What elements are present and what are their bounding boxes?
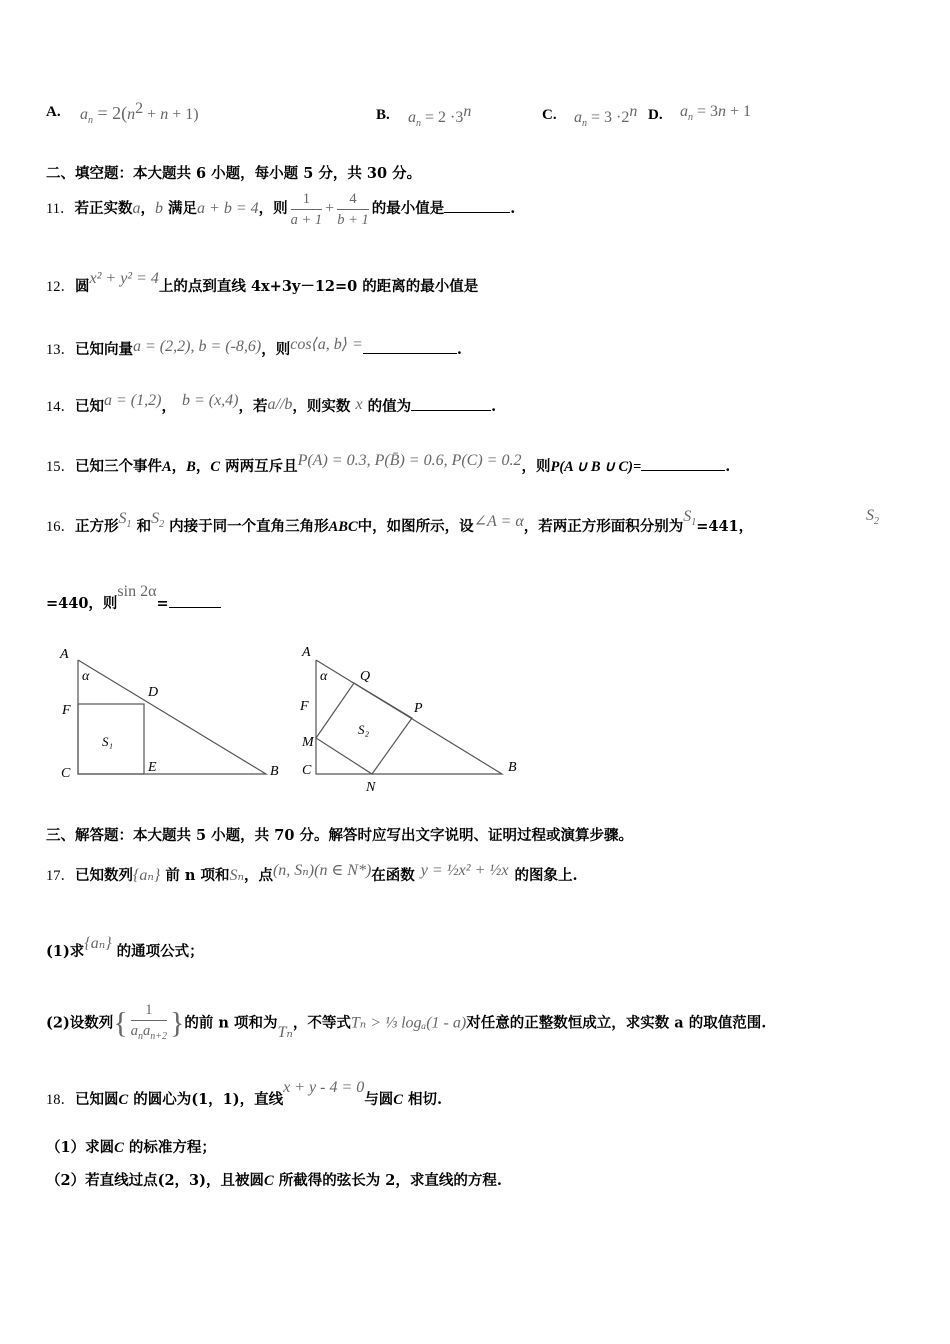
q17-point: (n, Sₙ)(n ∈ N*) [272, 862, 372, 879]
q16-text4: 中，如图所示，设 [357, 518, 474, 535]
q13-text2: ，则 [261, 341, 291, 358]
q18-text4: 相切. [408, 1091, 443, 1108]
figure-1 [56, 642, 286, 784]
q17-part1: (1)求{aₙ} 的通项公式； [46, 935, 204, 960]
q12-equation: x² + y² = 4 [89, 270, 159, 287]
q11-text4: 的最小值是 [371, 200, 445, 217]
fig1-label-b: B [270, 764, 279, 779]
option-c-formula: $a_n = 3 \cdot 2^n$ [574, 103, 638, 130]
q13-answer-blank[interactable] [363, 339, 457, 354]
fig1-label-a: A [60, 647, 69, 662]
q18-part1: （1）求圆C 的标准方程； [46, 1139, 216, 1156]
q14-text4: 的值为 [367, 398, 412, 415]
q17-sequence: {aₙ} [133, 867, 161, 884]
option-a-formula: $a_n = 2(n^2 + n + 1)$ [80, 100, 199, 127]
fig2-label-n: N [366, 780, 376, 795]
fig2-triangle [316, 660, 502, 774]
q18-p1-text2: 的标准方程； [128, 1139, 216, 1156]
q17 [46, 864, 578, 885]
option-d-formula: $a_n = 3n + 1$ [680, 103, 752, 124]
fig2-label-s2: S₂ [358, 722, 370, 737]
q18-p1-text1: （1）求圆 [46, 1139, 115, 1156]
q18-text3: 与圆 [364, 1091, 394, 1108]
q11-condition: a + b = 4 [197, 200, 259, 217]
option-b-formula: $a_n = 2 \cdot 3^n$ [408, 103, 472, 130]
q17-text2: 前 n 项和 [165, 867, 230, 884]
q11-text3: ，则 [258, 200, 288, 217]
q11-fraction-2: $\frac{4}{b + 1}$ [337, 190, 369, 228]
q15-text2: 两两互斥且 [225, 458, 298, 475]
q14-text2: ，若 [238, 398, 268, 415]
q14-number: 14． [46, 399, 75, 415]
fig1-label-d: D [148, 685, 159, 700]
q16-text3: 内接于同一个直角三角形 [169, 518, 329, 535]
section2-title: 二、填空题：本大题共 6 小题，每小题 5 分，共 30 分。 [46, 165, 422, 182]
q17-p2-text4: 对任意的正整数恒成立，求实数 a 的取值范围. [466, 1014, 767, 1032]
q16-text2: 和 [136, 518, 152, 535]
q16-text5: ，若两正方形面积分别为 [523, 518, 684, 535]
option-a-label: A. [46, 104, 61, 120]
q18-number: 18． [46, 1092, 75, 1108]
fig1-label-alpha: α [82, 669, 90, 684]
fig2-label-m: M [302, 735, 314, 750]
q16-line2: =440，则sin 2α= [46, 592, 221, 613]
q18-text1: 已知圆 [75, 1091, 119, 1108]
option-c-label: C. [542, 107, 557, 123]
q17-function: y = ½x² + ½x [420, 862, 509, 879]
q12-text1: 圆 [75, 278, 90, 295]
q17-number: 17． [46, 868, 75, 884]
fig1-label-s1: S₁ [102, 734, 114, 749]
q18-text2: 的圆心为(1，1)，直线 [133, 1091, 284, 1108]
q15-text3: ，则 [521, 458, 551, 475]
q13: 13．已知向量a = (2,2), b = (-8,6)，则cos⟨a, b⟩ = . [46, 336, 462, 358]
q17-sn: Sₙ [229, 867, 244, 884]
q10-options-row [46, 103, 61, 121]
fig2-label-c: C [302, 763, 312, 778]
q17-text3: ，点 [243, 867, 273, 884]
fig2-label-f: F [300, 699, 309, 714]
fig2-label-p: P [414, 701, 423, 716]
q18-p2-text1: （2）若直线过点(2，3)，且被圆 [46, 1172, 264, 1189]
q11-text1: 若正实数 [74, 200, 133, 217]
q18-p2-text2: 所截得的弦长为 2，求直线的方程. [278, 1172, 502, 1189]
q13-cos: cos⟨a, b⟩ = [290, 336, 363, 353]
q18: 18．已知圆C 的圆心为(1，1)，直线x + y - 4 = 0与圆C 相切. [46, 1079, 443, 1108]
q16-answer-blank[interactable] [169, 593, 221, 608]
q14-parallel: a//b [267, 396, 293, 413]
q17-p2-text2: 的前 n 项和为 [184, 1014, 278, 1032]
q14-answer-blank[interactable] [411, 396, 491, 411]
fig2-label-a: A [302, 645, 311, 660]
q14-text3: ，则实数 [292, 398, 351, 415]
q16-line1: 16．正方形$S_1$ 和$S_2$ 内接于同一个直角三角形ABC中，如图所示，设∠A = α，若两正方形面积分别为$S_1=441$， [46, 508, 754, 535]
q17-seq-fraction: $\frac{1}{a_na_{n+2}}$ [130, 1002, 167, 1042]
fig1-label-e: E [148, 760, 157, 775]
figure-2 [296, 640, 528, 800]
q11-fraction-1: $\frac{1}{a + 1}$ [290, 190, 323, 228]
fig2-label-b: B [508, 760, 517, 775]
q12-text2: 上的点到直线 4x+3y－12=0 的距离的最小值是 [158, 278, 479, 295]
q18-line-equation: x + y - 4 = 0 [283, 1079, 365, 1096]
q18-part2: （2）若直线过点(2，3)，且被圆C 所截得的弦长为 2，求直线的方程. [46, 1172, 502, 1189]
q13-vectors: a = (2,2), b = (-8,6) [133, 338, 262, 355]
q14-text1: 已知 [75, 398, 104, 415]
fig1-label-f: F [62, 703, 71, 718]
q15-answer-blank[interactable] [641, 456, 725, 471]
q14-vector-b: b = (x,4) [181, 392, 239, 409]
q13-text1: 已知向量 [75, 341, 133, 358]
q17-p2-text3: ，不等式 [292, 1014, 351, 1032]
q17-inequality: Tₙ > ⅓ logₐ(1 - a) [350, 1014, 467, 1032]
q12 [46, 270, 479, 296]
q16-text6: =441， [696, 518, 754, 535]
q12-number: 12． [46, 279, 75, 295]
q16-text1: 正方形 [75, 518, 119, 535]
option-d-label: D. [648, 107, 663, 123]
q17-p2-text1: (2)设数列 [46, 1014, 114, 1032]
fig2-label-q: Q [360, 669, 371, 684]
section3-title: 三、解答题：本大题共 5 小题，共 70 分。解答时应写出文字说明、证明过程或演算步骤。 [46, 827, 633, 844]
q17-part2: (2)设数列{ $\frac{1}{a_na_{n+2}}$ }的前 n 项和为Tₙ，不等式Tₙ > ⅓ logₐ(1 - a)对任意的正整数恒成立，求实数 a 的取值范围. [46, 1000, 766, 1047]
q17-p1-text1: (1)求 [46, 943, 85, 960]
fig1-triangle [78, 660, 266, 774]
q17-text5: 的图象上. [514, 867, 578, 884]
q11-answer-blank[interactable] [444, 198, 510, 213]
fig1-label-c: C [61, 766, 71, 781]
q17-text1: 已知数列 [75, 867, 133, 884]
q17-tn: Tₙ [277, 1024, 293, 1042]
option-b-label: B. [376, 107, 390, 123]
q15-probabilities: P(A) = 0.3, P(B̄) = 0.6, P(C) = 0.2 [297, 452, 522, 469]
q17-p1-text2: 的通项公式； [116, 943, 204, 960]
q15: 15．已知三个事件A，B，C 两两互斥且P(A) = 0.3, P(B̄) = 0.6, P(C) = 0.2，则P(A ∪ B ∪ C)= . [46, 452, 731, 475]
q14-vector-a: a = (1,2) [104, 392, 162, 409]
q16-text7: =440，则 [46, 595, 118, 612]
q17-text4: 在函数 [371, 867, 415, 884]
fig2-label-alpha: α [320, 669, 328, 684]
q16-abc: ABC [328, 519, 358, 535]
q15-union: P(A ∪ B ∪ C)= [550, 459, 642, 475]
q16-number: 16． [46, 519, 75, 535]
q16-sin: sin 2α [117, 583, 157, 600]
q16-angle: ∠A = α [473, 513, 524, 530]
q11-number: 11． [46, 201, 75, 217]
q11: 11．若正实数a，b 满足a + b = 4，则 $\frac{1}{a + 1}$ + $\frac{4}{b + 1}$ 的最小值是 . [46, 190, 516, 228]
q15-number: 15． [46, 459, 75, 475]
q15-text1: 已知三个事件 [75, 458, 162, 475]
q13-number: 13． [46, 342, 75, 358]
q14: 14．已知a = (1,2)， b = (x,4)，若a//b，则实数 x 的值为 . [46, 392, 497, 415]
q11-text2: 满足 [168, 200, 198, 217]
